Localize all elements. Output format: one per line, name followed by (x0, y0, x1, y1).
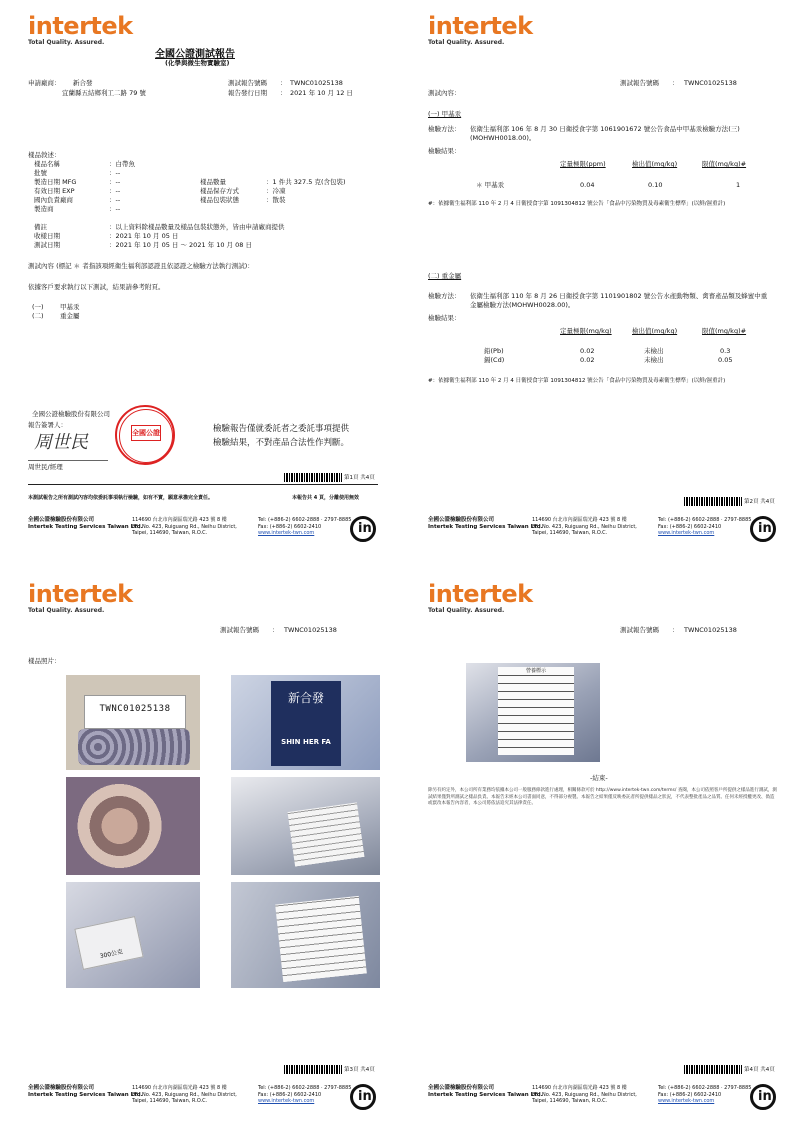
barcode (684, 497, 742, 506)
applicant-address: 宜蘭縣五結鄉利工二路 79 號 (62, 89, 146, 97)
footer-company: 全國公證檢驗股份有限公司 Intertek Testing Services Taiwan Ltd. (428, 1085, 543, 1098)
website-link[interactable]: www.intertek-twn.com (658, 1098, 715, 1104)
field-value: ：-- (109, 187, 121, 195)
report-no: TWNC01025138 (290, 79, 343, 87)
disclaimer: 本測試報告之所有測試內容均依委託事項執行檢驗，如有不實，願意承擔完全責任。 (28, 495, 214, 501)
price-tag: 300公克 (74, 916, 143, 970)
photos-label: 樣品照片： (28, 657, 61, 665)
intertek-logo (28, 14, 133, 46)
analyte-name: 鉛(Pb) (484, 347, 504, 355)
colon: ： (280, 79, 287, 87)
package-front: 新合發 SHIN HER FA (271, 681, 341, 766)
footer-company: 全國公證檢驗股份有限公司 Intertek Testing Services Taiwan Ltd. (28, 517, 143, 530)
analyte-name: 鎘(Cd) (484, 356, 505, 364)
field-test-date: 測試日期 ：2021 年 10 月 05 日 ～ 2021 年 10 月 08 日 (34, 241, 252, 249)
analyte-limit: 1 (736, 181, 741, 189)
report-page-4 (400, 568, 800, 1136)
sample-photo-2 (231, 675, 380, 770)
terms-fine-print: 除另有約定外，本公司所有業務均依據本公司一般服務條款進行處理，相關條款可於 http://www.intertek-twn.com/terms/ 查閱，本公司依照客戶所提供之樣品進行測試，測試結果僅對所測試之樣品負責。本報告未經本公司書面同意，不得部分複製。本報告之結果僅反映委託者所提供樣品之狀況，不代表整批產品之品質。任何未經授權更改、偽造或竄改本報告內容者，本公司將依法追究其法律責任。 (428, 788, 777, 806)
analyte-loq: 0.02 (580, 347, 595, 355)
validity-note-2: 檢驗結果，不對產品合法性作判斷。 (213, 438, 350, 448)
report-page-2 (400, 0, 800, 568)
signer-name: 周世民/經理 (28, 463, 63, 471)
colon: ： (672, 626, 679, 634)
field-label: 樣品名稱 (34, 160, 60, 168)
method-label: 檢驗方法： (428, 292, 461, 300)
disclaimer-pages: 本報告共 4 頁，分離使用無效 (292, 495, 359, 501)
footer-contact: Tel: (+886-2) 6602-2888 · 2797-8885 Fax: (+886-2) 6602-2410 www.intertek-twn.com (658, 517, 752, 536)
analyte-limit: 0.05 (718, 356, 733, 364)
col-loq: 定量極限(ppm) (560, 160, 606, 168)
analyte-value: 未檢出 (644, 356, 664, 364)
intertek-in-icon: in (350, 516, 376, 542)
section-1-method: 依衛生福利部 106 年 8 月 30 日衛授食字第 1061901672 號公告食品中甲基汞檢驗方法(三)(MOHWH0018.00)。 (470, 125, 740, 142)
result-label: 檢驗結果： (428, 147, 461, 155)
issue-date-label: 報告發行日期 (228, 89, 267, 97)
intertek-in-icon: in (750, 1084, 776, 1110)
field-label: 製造商 (34, 205, 54, 213)
method-label: 檢驗方法： (428, 125, 461, 133)
logo-tagline: Total Quality. Assured. (28, 39, 105, 46)
report-page-1 (0, 0, 400, 568)
report-no: TWNC01025138 (284, 626, 337, 634)
result-label: 檢驗結果： (428, 314, 461, 322)
item-name: 甲基汞 (60, 303, 80, 311)
page-number: 第3頁 共4頁 (344, 1067, 375, 1073)
item-no: (二) (32, 312, 44, 320)
footer-address: 114690 台北市內湖區瑞光路 423 號 8 樓 8F., No. 423, Ruiguang Rd., Neihu District, Taipei, 114690, Taiwan, R.O.C. (532, 1085, 637, 1104)
sample-id-label: TWNC01025138 (84, 695, 186, 729)
divider (28, 484, 378, 485)
logo-wordmark: intertek (428, 580, 533, 608)
field-value: ：白帶魚 (109, 160, 135, 168)
intertek-in-icon: in (350, 1084, 376, 1110)
barcode (684, 1065, 742, 1074)
signature: 周世民 (34, 432, 88, 453)
intertek-logo (28, 582, 133, 614)
footer-address: 114690 台北市內湖區瑞光路 423 號 8 樓 8F., No. 423, Ruiguang Rd., Neihu District, Taipei, 114690, Taiwan, R.O.C. (532, 517, 637, 536)
report-no: TWNC01025138 (684, 626, 737, 634)
footer-contact: Tel: (+886-2) 6602-2888 · 2797-8885 Fax: (+886-2) 6602-2410 www.intertek-twn.com (258, 517, 352, 536)
analyte-name: ＊ 甲基汞 (476, 181, 505, 189)
field-value: ：-- (109, 205, 121, 213)
colon: ： (280, 89, 287, 97)
footer-address: 114690 台北市內湖區瑞光路 423 號 8 樓 8F., No. 423, Ruiguang Rd., Neihu District, Taipei, 114690, Taiwan, R.O.C. (132, 1085, 237, 1104)
section-2-footnote: #：依據衛生福利部 110 年 2 月 4 日衛授食字第 1091304812 號公告「食品中污染物質及毒素衛生標準」(以鮮/濕重計) (428, 378, 726, 384)
colon: ： (672, 79, 679, 87)
report-no-label: 測試報告號碼 (620, 79, 659, 87)
report-no-label: 測試報告號碼 (228, 79, 267, 87)
logo-tagline: Total Quality. Assured. (428, 607, 505, 614)
report-subtitle: (化學與微生物實驗室) (165, 59, 230, 67)
logo-tagline: Total Quality. Assured. (28, 607, 105, 614)
col-limit: 限值(mg/kg)# (702, 160, 747, 168)
nutrition-label-photo (466, 663, 600, 762)
footer-contact: Tel: (+886-2) 6602-2888 · 2797-8885 Fax: (+886-2) 6602-2410 www.intertek-twn.com (658, 1085, 752, 1104)
section-1-title: (一) 甲基汞 (428, 110, 462, 118)
logo-wordmark: intertek (28, 580, 133, 608)
nutrition-table: 營養標示 (498, 667, 574, 755)
barcode (284, 1065, 342, 1074)
request-note: 依據客戶要求執行以下測試，結果請參考附頁。 (28, 283, 165, 291)
right-field: 樣品包裝狀態 ：散裝 (200, 196, 286, 204)
intertek-in-icon: in (750, 516, 776, 542)
end-mark: -結束- (590, 774, 608, 782)
seal-text: 全國公證 (131, 425, 161, 441)
signer-label: 報告簽署人： (28, 421, 67, 429)
item-name: 重金屬 (60, 312, 80, 320)
item-no: (一) (32, 303, 44, 311)
website-link[interactable]: www.intertek-twn.com (258, 1098, 315, 1104)
footer-company: 全國公證檢驗股份有限公司 Intertek Testing Services Taiwan Ltd. (428, 517, 543, 530)
applicant-label: 申請廠商： (28, 79, 61, 87)
section-2-title: (二) 重金屬 (428, 272, 462, 280)
applicant-name: 新合發 (73, 79, 93, 87)
footer-company: 全國公證檢驗股份有限公司 Intertek Testing Services Taiwan Ltd. (28, 1085, 143, 1098)
sample-photo-6 (231, 882, 380, 988)
footer-contact: Tel: (+886-2) 6602-2888 · 2797-8885 Fax: (+886-2) 6602-2410 www.intertek-twn.com (258, 1085, 352, 1104)
analyte-limit: 0.3 (720, 347, 731, 355)
intertek-logo (428, 14, 533, 46)
analyte-loq: 0.02 (580, 356, 595, 364)
field-value: ：-- (109, 169, 121, 177)
field-receive-date: 收樣日期 ：2021 年 10 月 05 日 (34, 232, 179, 240)
logo-tagline: Total Quality. Assured. (428, 39, 505, 46)
page-number: 第4頁 共4頁 (744, 1067, 775, 1073)
company-signature-label: 全國公證檢驗股份有限公司 (32, 410, 110, 418)
report-page-3 (0, 568, 400, 1136)
analyte-value: 0.10 (648, 181, 663, 189)
test-content-label: 測試內容： (428, 89, 461, 97)
logo-wordmark: intertek (28, 12, 133, 40)
sample-photo-4 (231, 777, 380, 875)
field-label: 有效日期 EXP (34, 187, 75, 195)
signature-line (28, 460, 108, 461)
sample-photo-3 (66, 777, 200, 875)
col-value: 檢出值(mg/kg) (632, 327, 678, 335)
barcode (284, 473, 342, 482)
report-no-label: 測試報告號碼 (220, 626, 259, 634)
page-number: 第2頁 共4頁 (744, 499, 775, 505)
report-title: 全國公證測試報告 (155, 49, 235, 60)
right-field: 樣品保存方式 ：冷凍 (200, 187, 286, 195)
field-remark: 備註 ：以上資料除樣品數量及樣品包裝狀態外，皆由申請廠商提供 (34, 223, 285, 231)
validity-note-1: 檢驗報告僅就委託者之委託事項提供 (213, 424, 350, 434)
intertek-logo (428, 582, 533, 614)
sample-photo-5 (66, 882, 200, 988)
website-link[interactable]: www.intertek-twn.com (658, 530, 715, 536)
report-no: TWNC01025138 (684, 79, 737, 87)
report-no-label: 測試報告號碼 (620, 626, 659, 634)
colon: ： (272, 626, 279, 634)
right-field: 樣品數量 ：1 件共 327.5 克(含包裝) (200, 178, 346, 186)
section-1-footnote: #：依據衛生福利部 110 年 2 月 4 日衛授食字第 1091304812 號公告「食品中污染物質及毒素衛生標準」(以鮮/濕重計) (428, 201, 726, 207)
section-2-method: 依衛生福利部 110 年 8 月 26 日衛授食字第 1101901802 號公告水產動物類、禽畜產品類及蜂蜜中重金屬檢驗方法(MOHWH0028.00)。 (470, 292, 768, 309)
sample-photo-1 (66, 675, 200, 770)
product-label (275, 896, 367, 982)
nutrition-label (288, 802, 365, 866)
field-label: 批號 (34, 169, 47, 177)
field-label: 國內負責廠商 (34, 196, 73, 204)
col-limit: 限值(mg/kg)# (702, 327, 747, 335)
sample-desc-label: 樣品敘述： (28, 151, 61, 159)
website-link[interactable]: www.intertek-twn.com (258, 530, 315, 536)
company-seal (115, 405, 175, 465)
field-value: ：-- (109, 196, 121, 204)
page-number: 第1頁 共4頁 (344, 475, 375, 481)
test-content-note: 測試內容 (標記 ＊ 者指該項經衛生福利部認證且依認證之檢驗方法執行測試)： (28, 262, 254, 270)
col-loq: 定量極限(mg/kg) (560, 327, 612, 335)
col-value: 檢出值(mg/kg) (632, 160, 678, 168)
field-label: 製造日期 MFG (34, 178, 77, 186)
analyte-value: 未檢出 (644, 347, 664, 355)
footer-address: 114690 台北市內湖區瑞光路 423 號 8 樓 8F., No. 423, Ruiguang Rd., Neihu District, Taipei, 114690, Taiwan, R.O.C. (132, 517, 237, 536)
analyte-loq: 0.04 (580, 181, 595, 189)
issue-date: 2021 年 10 月 12 日 (290, 89, 353, 97)
field-value: ：-- (109, 178, 121, 186)
fish-rolls (78, 729, 190, 765)
logo-wordmark: intertek (428, 12, 533, 40)
